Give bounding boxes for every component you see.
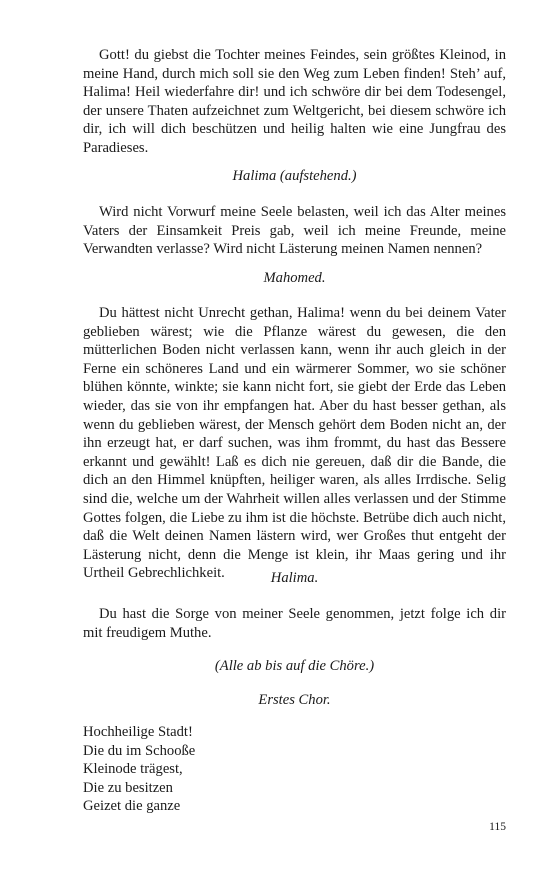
chorus-verse <box>83 723 506 816</box>
paragraph-text: Du hast die Sorge von meiner Seele genommen, jetzt folge ich dir mit freudigem Muthe. <box>83 606 506 641</box>
paragraph-halima-answer <box>83 605 506 642</box>
poem-line: Geizet die ganze <box>83 798 181 815</box>
poem-line: Hochheilige Stadt! <box>83 724 193 740</box>
speaker-heading-mahomed <box>83 269 506 288</box>
page-number: 115 <box>489 821 506 833</box>
poem-line: Kleinode trägest, <box>83 761 183 778</box>
speaker-label: Mahomed. <box>263 270 326 286</box>
paragraph-text: Du hättest nicht Unrecht gethan, Halima! wenn du bei deinem Vater geblieben wärest; wie die Pflanze wärest du gewesen, die den mütterlichen Boden nicht verlassen kann, wenn ihr auch gleich in der Ferne ein schöneres Land und ein wärmerer Sommer, wo sie schöner blühen könnte, winkte; sie kann nicht fort, sie giebt der Erde das Leben wieder, das sie von ihr empfangen hat. Aber du hast besser gethan, als wenn du geblieben wärest, der Mensch gehört dem Boden nicht an, der ihn erzeugt hat, er darf suchen, was ihm frommt, du hast das Bessere erkannt und gewählt! Laß es dich nie gereuen, daß dir die Bande, die dich an den Himmel knüpften, heiliger waren, als alles Irrdische. Selig sind die, welche um der Wahrheit willen alles verlassen und der Stimme Gottes folgen, die Liebe zu ihm ist die höchste. Betrübe dich auch nicht, daß die Welt deinen Namen lästern wird, wer Großes thut entgeht der Lästerung nicht, denn die Menge ist klein, ihr Maas gering und ihr Urtheil Gebrechlichkeit. <box>83 305 506 582</box>
stage-direction-text: (Alle ab bis auf die Chöre.) <box>214 658 375 674</box>
speaker-heading-halima-rising <box>83 167 506 186</box>
paragraph-text: Gott! du giebst die Tochter meines Feindes, sein größtes Kleinod, in meine Hand, durch mich soll sie den Weg zum Leben finden! Steh’ auf, Halima! Heil wiederfahre dir! und ich schwöre dir bei dem Todesengel, der unsere Thaten aufzeichnet zum Weltgericht, bei diesem schwöre ich dir, ich will dich beschützen und heilig halten wie eine Jungfrau des Paradieses. <box>83 47 506 156</box>
paragraph-mahomed-vow <box>83 46 506 158</box>
speaker-label: Halima (aufstehend.) <box>232 168 357 184</box>
poem-line: Die du im Schooße <box>83 742 196 759</box>
speaker-label: Halima. <box>270 570 319 586</box>
poem-lines <box>83 723 506 816</box>
paragraph-text: Wird nicht Vorwurf meine Seele belasten, weil ich das Alter meines Vaters der Einsamkeit Preis gab, weil ich meine Freunde, meine Verwandten verlasse? Wird nicht Lästerung meinen Namen nennen? <box>83 204 506 258</box>
stage-direction <box>83 657 506 676</box>
speaker-heading-first-chorus <box>83 691 506 710</box>
paragraph-halima-doubt <box>83 203 506 259</box>
poem-line: Die zu besitzen <box>83 779 173 796</box>
speaker-label: Erstes Chor. <box>258 692 331 708</box>
speaker-heading-halima <box>83 569 506 588</box>
paragraph-mahomed-reply <box>83 304 506 583</box>
